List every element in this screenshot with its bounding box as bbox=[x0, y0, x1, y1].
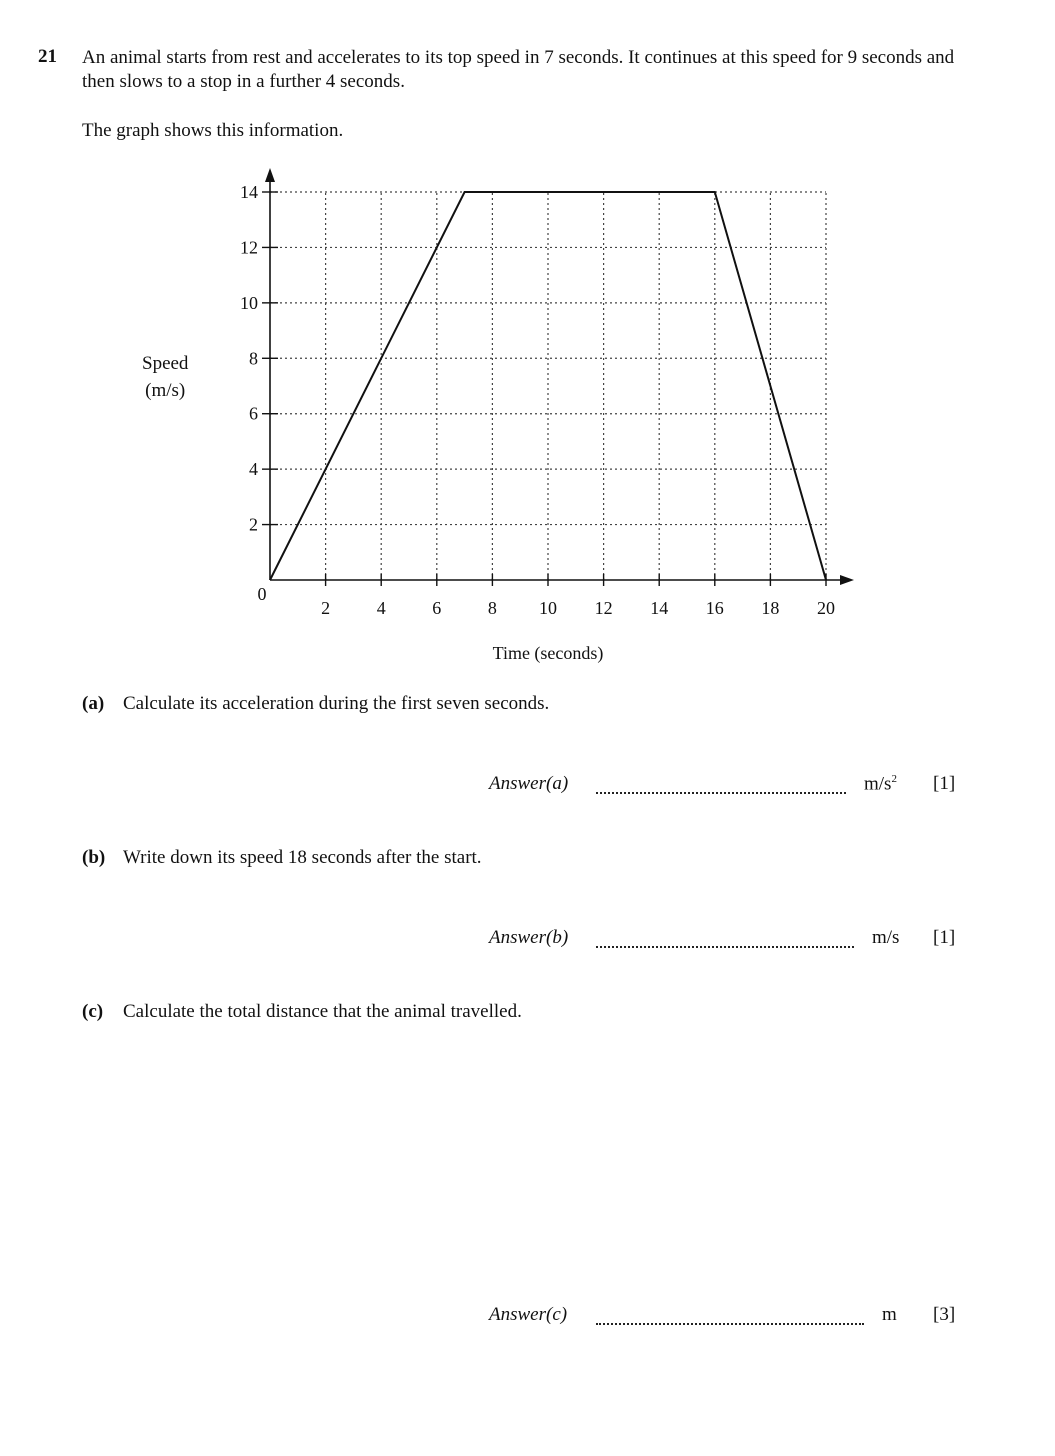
answer-c-line[interactable] bbox=[596, 1323, 864, 1325]
x-tick-label-12: 12 bbox=[594, 598, 613, 618]
answer-b-line[interactable] bbox=[596, 946, 854, 948]
answer-a-line[interactable] bbox=[596, 792, 846, 794]
x-tick-label-4: 4 bbox=[376, 598, 386, 618]
part-b-text: Write down its speed 18 seconds after the start. bbox=[123, 847, 482, 868]
x-tick-label-8: 8 bbox=[487, 598, 497, 618]
part-b-question bbox=[82, 847, 482, 869]
chart-series bbox=[270, 192, 826, 580]
x-tick-label-10: 10 bbox=[539, 598, 557, 618]
x-tick-label-20: 20 bbox=[817, 598, 835, 618]
x-axis-arrow bbox=[840, 575, 854, 585]
part-a-label: (a) bbox=[82, 693, 105, 714]
answer-c-label: Answer(c) bbox=[489, 1304, 568, 1325]
y-tick-label-12: 12 bbox=[240, 237, 258, 258]
y-tick-label-4: 4 bbox=[249, 459, 258, 480]
part-c-question bbox=[82, 1001, 522, 1023]
question-intro: An animal starts from rest and accelerates to its top speed in 7 seconds. It continues at this speed for 9 seconds and then slows to a stop in a further 4 seconds. bbox=[82, 47, 955, 92]
x-axis-label: Time (seconds) bbox=[492, 643, 604, 663]
y-tick-label-14: 14 bbox=[240, 182, 258, 202]
x-tick-label-2: 2 bbox=[321, 598, 331, 618]
part-b-label: (b) bbox=[82, 847, 106, 868]
y-tick-label-2: 2 bbox=[249, 514, 258, 535]
graph-caption: The graph shows this information. bbox=[82, 120, 344, 141]
x-tick-label-18: 18 bbox=[761, 598, 780, 618]
answer-a-unit-base: m/s bbox=[864, 773, 892, 795]
x-tick-label-6: 6 bbox=[432, 598, 442, 618]
y-tick-label-10: 10 bbox=[240, 292, 258, 313]
y-axis-label-line2: (m/s) bbox=[145, 380, 186, 401]
question-number: 21 bbox=[38, 46, 57, 67]
answer-c-marks: [3] bbox=[933, 1304, 956, 1325]
chart-axes bbox=[265, 168, 854, 585]
y-axis-arrow bbox=[265, 168, 275, 182]
y-axis-label-line1: Speed bbox=[142, 353, 189, 374]
part-c-text: Calculate the total distance that the animal travelled. bbox=[123, 1001, 522, 1022]
x-tick-label-16: 16 bbox=[705, 598, 724, 618]
answer-c-unit: m bbox=[882, 1304, 897, 1325]
speed-time-graph bbox=[0, 0, 1055, 680]
answer-a-label: Answer(a) bbox=[489, 773, 569, 794]
x-tick-label-14: 14 bbox=[650, 598, 669, 618]
y-tick-label-8: 8 bbox=[249, 348, 258, 369]
answer-a-unit-sup: 2 bbox=[891, 773, 897, 785]
part-a-text: Calculate its acceleration during the first seven seconds. bbox=[123, 693, 550, 714]
series-line-speed bbox=[270, 192, 826, 580]
part-a-question bbox=[82, 693, 549, 715]
answer-a-unit bbox=[864, 773, 897, 795]
chart-grid bbox=[270, 192, 826, 580]
origin-label: 0 bbox=[257, 584, 267, 604]
answer-a-marks: [1] bbox=[933, 773, 956, 794]
answer-b-label: Answer(b) bbox=[489, 927, 569, 948]
y-tick-label-6: 6 bbox=[249, 403, 258, 424]
answer-b-marks: [1] bbox=[933, 927, 956, 948]
answer-b-unit: m/s bbox=[872, 927, 900, 948]
part-c-label: (c) bbox=[82, 1001, 104, 1022]
